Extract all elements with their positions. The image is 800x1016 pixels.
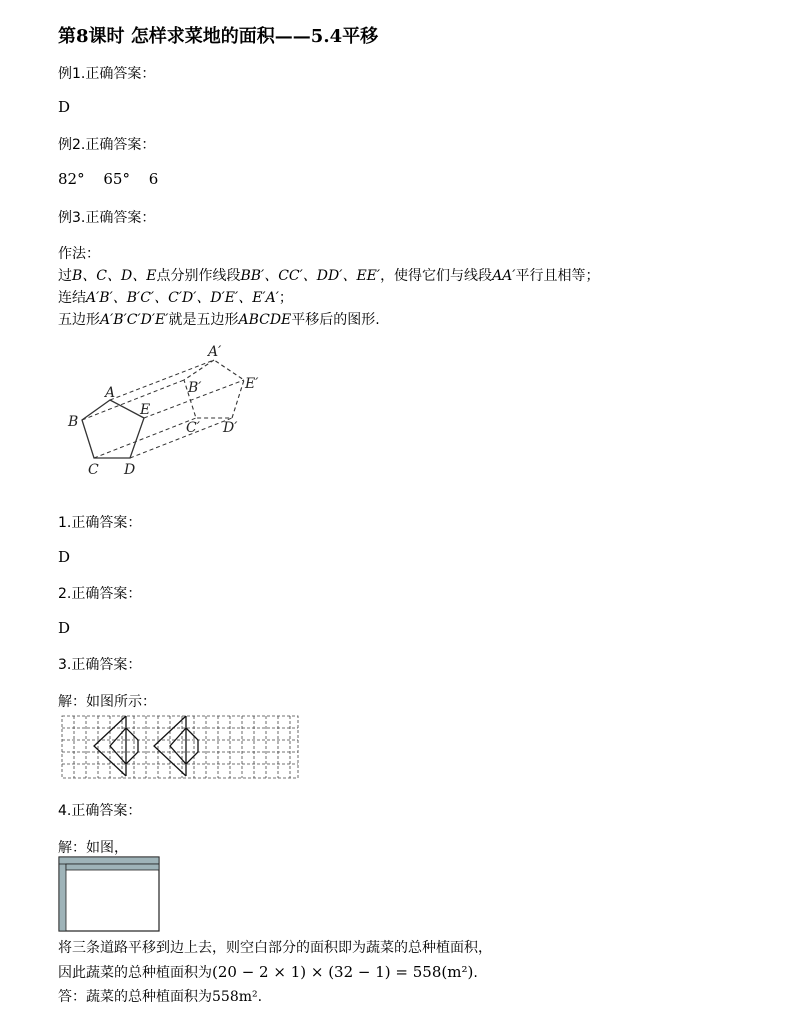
value: 558m² [212,989,258,1005]
text: 五边形 [58,312,100,328]
q2-label: 2.正确答案： [58,586,142,602]
pentagon-translation-figure [60,340,280,480]
q4-label: 4.正确答案： [58,803,142,819]
example3-label: 例3.正确答案： [58,210,156,226]
text: 就是五边形 [168,312,239,328]
road-top-1 [59,857,159,864]
math-points: B、C、D、E [72,268,157,284]
example2-answer-1: 82° [58,170,85,188]
example3-step1 [58,266,599,286]
text: 平行且相等； [515,268,600,284]
formula: (20 − 2 × 1) × (32 − 1) = 558(m²) [212,963,474,981]
math-segments: BB′、CC′、DD′、EE′ [240,268,381,284]
text: 答：蔬菜的总种植面积为 [58,989,212,1005]
label-D-prime: D′ [223,420,238,436]
example2-answer-3: 6 [148,170,159,188]
text: . [257,989,263,1005]
text: . [473,965,478,981]
q2-answer: D [58,619,71,637]
q4-solution: 解：如图， [58,840,128,856]
q3-label: 3.正确答案： [58,657,142,673]
label-B-prime: B′ [188,380,202,396]
math-shape: ABCDE [238,312,292,328]
label-A-prime: A′ [208,344,222,360]
q4-line1: 将三条道路平移到边上去，则空白部分的面积即为蔬菜的总种植面积， [58,940,492,956]
label-D: D [124,462,136,478]
shape-translated [154,716,198,776]
text: ，使得它们与线段 [380,268,493,284]
garden-road-figure [58,856,162,934]
math-segments: A′B′、B′C′、C′D′、D′E′、E′A′ [86,290,279,306]
text: ； [278,290,293,306]
q4-line2 [58,962,478,983]
example2-answers [58,170,172,188]
math-segment: AA′ [492,268,516,284]
example3-step3 [58,310,380,330]
shape-original [94,716,138,776]
example3-step2 [58,288,293,308]
road-top-2 [66,864,159,870]
pentagon-original [82,400,144,458]
example1-label: 例1.正确答案： [58,66,156,82]
text: 过 [58,268,72,284]
q4-line3 [58,987,262,1007]
road-vertical [59,857,66,931]
math-shape: A′B′C′D′E′ [100,312,169,328]
example2-answer-2: 65° [103,170,130,188]
q1-answer: D [58,548,71,566]
label-E-prime: E′ [245,376,259,392]
label-C-prime: C′ [186,420,200,436]
text: 平移后的图形. [291,312,380,328]
example3-method-label: 作法： [58,246,100,262]
label-E: E [140,402,151,418]
label-C: C [88,462,99,478]
label-A: A [105,385,116,401]
text: 因此蔬菜的总种植面积为 [58,965,212,981]
q3-solution: 解：如图所示： [58,694,156,710]
example2-label: 例2.正确答案： [58,137,156,153]
text: 连结 [58,290,86,306]
dashed-grid [62,716,298,778]
label-B: B [68,414,79,430]
text: 点分别作线段 [156,268,241,284]
segment-BB [82,380,184,420]
grid-translation-figure [60,714,300,780]
page-title: 第8课时 怎样求菜地的面积——5.4平移 [58,26,379,47]
q1-label: 1.正确答案： [58,515,142,531]
example1-answer: D [58,98,71,116]
